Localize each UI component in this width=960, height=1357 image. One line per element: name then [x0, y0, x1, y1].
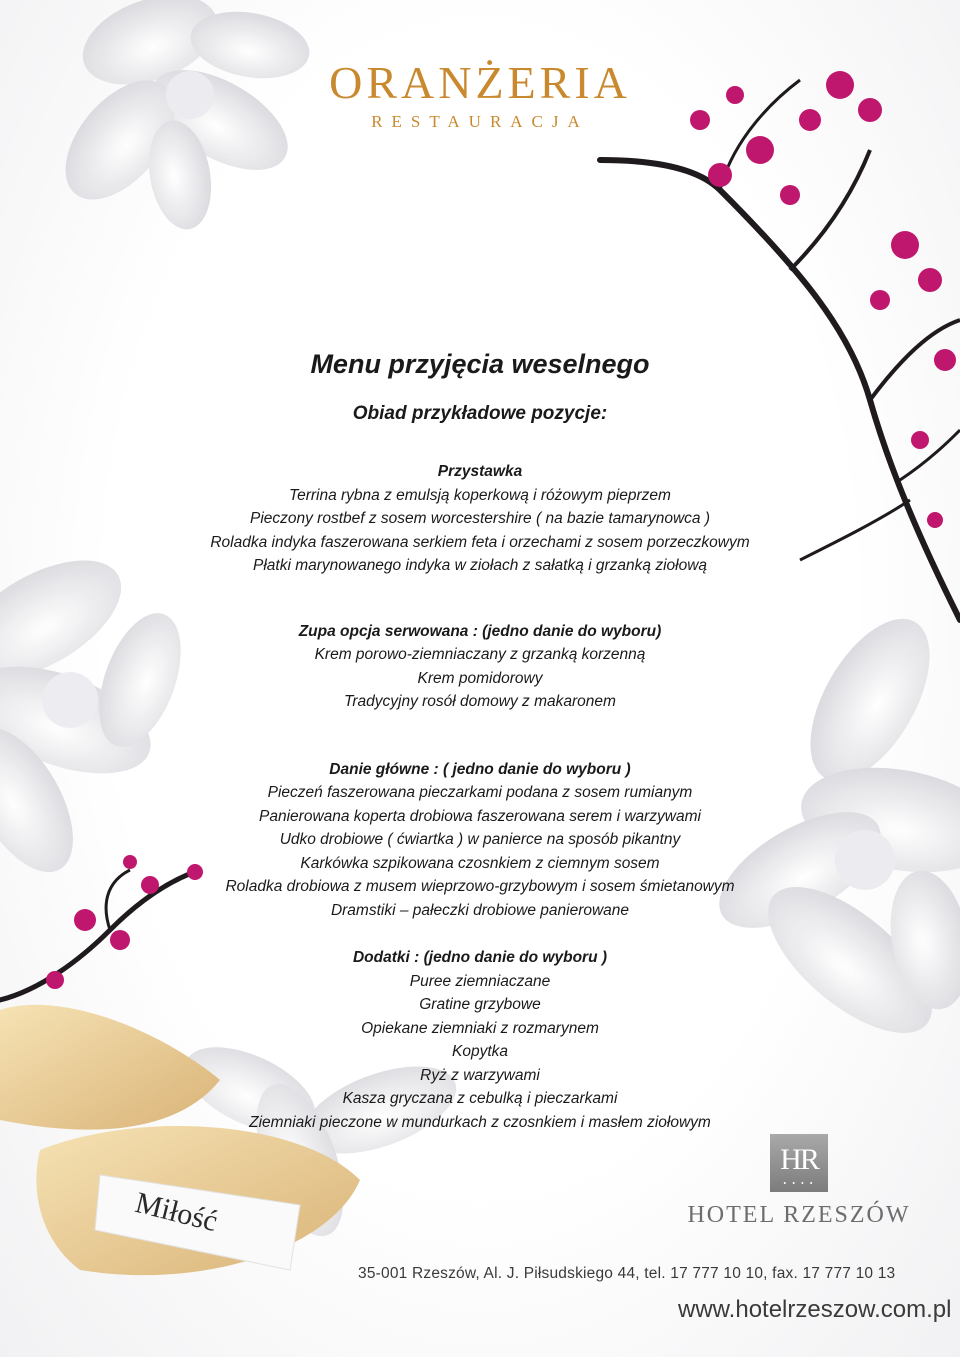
menu-item: Roladka indyka faszerowana serkiem feta i orzechami z sosem porzeczkowym — [210, 533, 750, 551]
section-soups — [150, 620, 810, 714]
restaurant-name: ORANŻERIA — [329, 57, 631, 108]
section-heading: Zupa opcja serwowana : (jedno danie do wyboru) — [298, 622, 662, 640]
menu-item: Terrina rybna z emulsją koperkową i różowym pieprzem — [289, 486, 671, 504]
menu-item: Puree ziemniaczane — [409, 972, 551, 990]
section-heading: Dodatki : (jedno danie do wyboru ) — [352, 949, 608, 966]
hotel-logo-mark — [770, 1134, 828, 1192]
menu-item: Krem pomidorowy — [417, 669, 543, 687]
menu-item: Opiekane ziemniaki z rozmarynem — [361, 1019, 599, 1037]
menu-item: Ryż z warzywami — [420, 1066, 540, 1084]
menu-item: Pieczony rostbef z sosem worcestershire ( na bazie tamarynowca ) — [249, 510, 710, 527]
menu-item: Dramstiki – pałeczki drobiowe panierowane — [330, 901, 630, 919]
section-heading: Przystawka — [437, 463, 523, 480]
menu-item: Gratine grzybowe — [419, 996, 541, 1013]
hotel-logo-letters: HR — [780, 1143, 818, 1176]
section-heading: Danie główne : ( jedno danie do wyboru ) — [329, 760, 631, 778]
footer-website-link[interactable]: www.hotelrzeszow.com.pl — [678, 1296, 952, 1323]
menu-item: Ziemniaki pieczone w mundurkach z czosnkiem i masłem ziołowym — [249, 1113, 711, 1131]
restaurant-subtitle: RESTAURACJA — [371, 112, 589, 131]
footer-address: 35-001 Rzeszów, Al. J. Piłsudskiego 44, tel. 17 777 10 10, fax. 17 777 10 13 — [358, 1265, 896, 1282]
section-sides — [150, 946, 810, 1134]
menu-item: Roladka drobiowa z musem wieprzowo-grzybowym i sosem śmietanowym — [225, 878, 735, 895]
menu-item: Udko drobiowe ( ćwiartka ) w panierce na sposób pikantny — [279, 831, 681, 848]
section-starters — [150, 460, 810, 578]
wedding-menu — [150, 340, 810, 1134]
menu-item: Tradycyjny rosół domowy z makaronem — [344, 693, 616, 710]
hotel-logo — [684, 1134, 914, 1229]
fortune-cookie-note: Miłość — [132, 1186, 221, 1239]
white-flower-top-left — [44, 0, 314, 234]
hotel-name: HOTEL RZESZÓW — [687, 1202, 911, 1228]
section-main-courses — [150, 758, 810, 923]
menu-item: Kasza gryczana z cebulką i pieczarkami — [342, 1090, 618, 1107]
menu-title: Menu przyjęcia weselnego — [310, 349, 650, 379]
menu-item: Płatki marynowanego indyka w ziołach z sałatką i grzanką ziołową — [252, 557, 708, 574]
menu-item: Krem porowo-ziemniaczany z grzanką korzenną — [314, 646, 646, 663]
hotel-logo-stars: • • • • — [783, 1179, 815, 1188]
restaurant-logo — [300, 58, 660, 132]
menu-item: Pieczeń faszerowana pieczarkami podana z sosem rumianym — [267, 784, 693, 801]
menu-item: Kopytka — [451, 1043, 508, 1060]
menu-subtitle: Obiad przykładowe pozycje: — [352, 403, 608, 424]
menu-item: Karkówka szpikowana czosnkiem z ciemnym sosem — [300, 854, 660, 872]
menu-item: Panierowana koperta drobiowa faszerowana serem i warzywami — [259, 807, 701, 825]
